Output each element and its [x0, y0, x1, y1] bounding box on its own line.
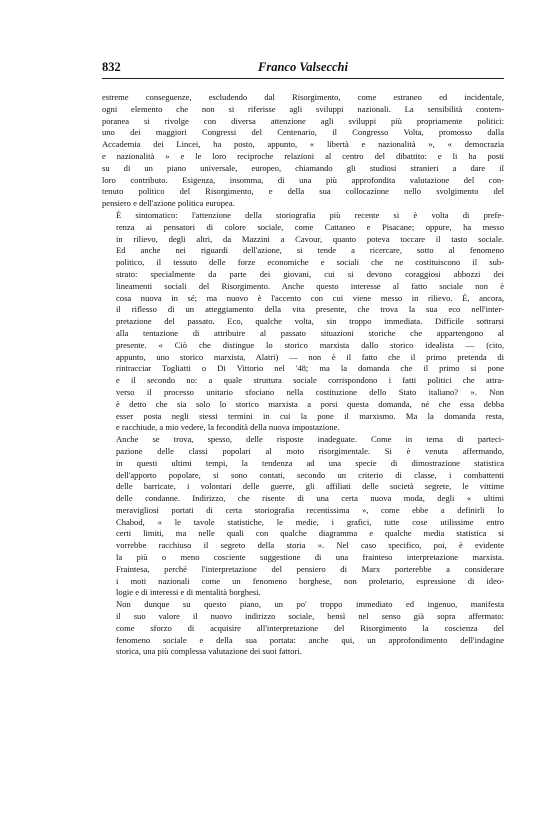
text-line: fenomeno sociale e della sua portata: anche qui, un approfondimento dell'indagine [116, 634, 504, 645]
text-line: il suo valore il nuovo indirizzo sociale, bensì nel senso già sopra affermato: [116, 611, 504, 622]
text-line: delle barricate, i volontari delle guerre, gli affiliati delle società segrete, le vittime [116, 481, 504, 492]
text-line: poranea si rivolge con diversa attenzione agli sviluppi più propriamente politici: [102, 115, 504, 126]
text-line: verso il processo unitario sfociano nella costituzione dello Stato italiano? ». Non [116, 386, 504, 397]
text-line: in rilievo, degli altri, da Mazzini a Cavour, quanto poteva toccare il tasto sociale. [116, 233, 504, 244]
text-line: tenuto politico del Risorgimento, e della sua collocazione nello svolgimento del [102, 186, 504, 197]
text-line: la più o meno cosciente suggestione di una frainteso interpretazione marxista. [116, 552, 504, 563]
text-line: Ed anche nei riguardi dell'azione, si tende a ricercare, sotto al fenomeno [116, 245, 504, 256]
text-line: Fraintesa, perché l'interpretazione del pensiero di Marx porterebbe a considerare [116, 563, 504, 574]
paragraph [102, 210, 504, 434]
text-line: Non dunque su questo piano, un po' troppo immediato ed ingenuo, manifesta [116, 599, 504, 610]
text-line: storica, una più complessa valutazione dei suoi fattori. [116, 646, 302, 657]
text-line: presente. « Ciò che distingue lo storico marxista dallo storico idealista — (cito, [116, 339, 504, 350]
text-line: lineamenti sociali del Risorgimento. Anche questo interesse al fatto sociale non è [116, 280, 504, 291]
text-line: in questi ultimi tempi, la tendenza ad una specie di dimostrazione statistica [116, 457, 504, 468]
text-line: ogni elemento che non si riferisse agli sviluppi nazionali. La sensibilità contem- [102, 103, 504, 114]
text-line: Anche se trova, spesso, delle risposte inadeguate. Come in tema di parteci- [116, 434, 504, 445]
text-line: e nazionalità » e le loro reciproche relazioni al centro del dibattito: e li ha posti [102, 150, 504, 161]
text-line: appunto, uno storico marxista, Alatri) — non è il fatto che il primo pretenda di [116, 351, 504, 362]
text-line: il riflesso di un atteggiamento della vita presente, che trova la sua eco nell'inter- [116, 304, 504, 315]
page-header [102, 60, 504, 80]
text-line: logie e di interessi e di mentalità borghesi. [116, 587, 261, 598]
text-line: e il secondo no: a quale struttura sociale corrispondono i fatti politici che attra- [116, 375, 504, 386]
text-line: Accademia dei Lincei, ha posto, appunto, « libertà e nazionalità », « democrazia [102, 139, 504, 150]
text-line: dell'apporto popolare, si sono contati, secondo un criterio di classe, i combattenti [116, 469, 504, 480]
paragraph [102, 92, 504, 210]
text-line: rintracciar Togliatti o Di Vittorio nel '48; ma la domanda che il primo si pone [116, 363, 504, 374]
text-line: i moti nazionali come un fenomeno borghese, non proletario, espressione di ideo- [116, 575, 504, 586]
text-line: loro contributo. Esigenza, insomma, di una più approfondita valutazione del con- [102, 174, 504, 185]
text-line: su di un piano universale, europeo, chiamando gli studiosi stranieri a dare il [102, 162, 504, 173]
text-line: è detto che sia solo lo storico marxista a porsi questa domanda, né che essa debba [116, 398, 504, 409]
text-line: estreme conseguenze, escludendo dal Risorgimento, come estraneo ed incidentale, [102, 92, 504, 102]
text-line: Chabod, « le tavole statistiche, le medie, i grafici, tutte cose utilissime entro [116, 516, 504, 527]
paragraph [102, 599, 504, 658]
text-line: come sforzo di acquisire all'interpretazione del Risorgimento la coscienza del [116, 622, 504, 633]
text-line: e racchiude, a mio vedere, la fecondità della nuova impostazione. [116, 422, 340, 433]
text-line: renza ai pensatori di colore sociale, come Cattaneo e Pisacane; oppure, ha messo [116, 221, 504, 232]
text-line: È sintomatico: l'attenzione della storiografia più recente si è volta di prefe- [116, 209, 504, 220]
page-number: 832 [102, 60, 121, 74]
text-line: esser posta negli stessi termini in cui la pone il marxismo. Ma la domanda resta, [116, 410, 504, 421]
text-line: alla tentazione di attribuire al passato situazioni storiche che appartengono al [116, 327, 504, 338]
header-rule [102, 78, 504, 79]
text-line: delle condanne. Indirizzo, che risente di una certa nuova moda, degli « ultimi [116, 493, 504, 504]
text-line: politico, il tessuto delle forze economiche e sociali che ne costituiscono il sub- [116, 257, 504, 268]
text-line: pensiero e dell'azione politica europea. [102, 198, 235, 209]
text-line: uno dei maggiori Congressi del Centenario, il Congresso Volta, promosso dalla [102, 127, 504, 138]
text-line: pretazione del passato. Eco, qualche volta, sin troppo immediata. Difficile sottrarsi [116, 316, 504, 327]
text-line: certi limiti, ma nelle quali con qualche diagramma e qualche media statistica si [116, 528, 504, 539]
text-line: pazione delle classi popolari al moto risorgimentale. Si è venuta affermando, [116, 445, 504, 456]
text-line: vorrebbe racchiuso il segreto della storia ». Nel caso specifico, poi, è evidente [116, 540, 504, 551]
text-line: cosa nuova in sé; ma nuovo è l'accento con cui viene messo in rilievo. È, ancora, [116, 292, 504, 303]
running-head: Franco Valsecchi [258, 60, 348, 74]
body-text [102, 92, 504, 658]
text-line: strato: specialmente da parte dei giovani, cui si devono coraggiosi abbozzi dei [116, 268, 504, 279]
text-line: meravigliosi portati di certa storiografia recentissima », come ebbe a definirli lo [116, 504, 504, 515]
paragraph [102, 434, 504, 599]
